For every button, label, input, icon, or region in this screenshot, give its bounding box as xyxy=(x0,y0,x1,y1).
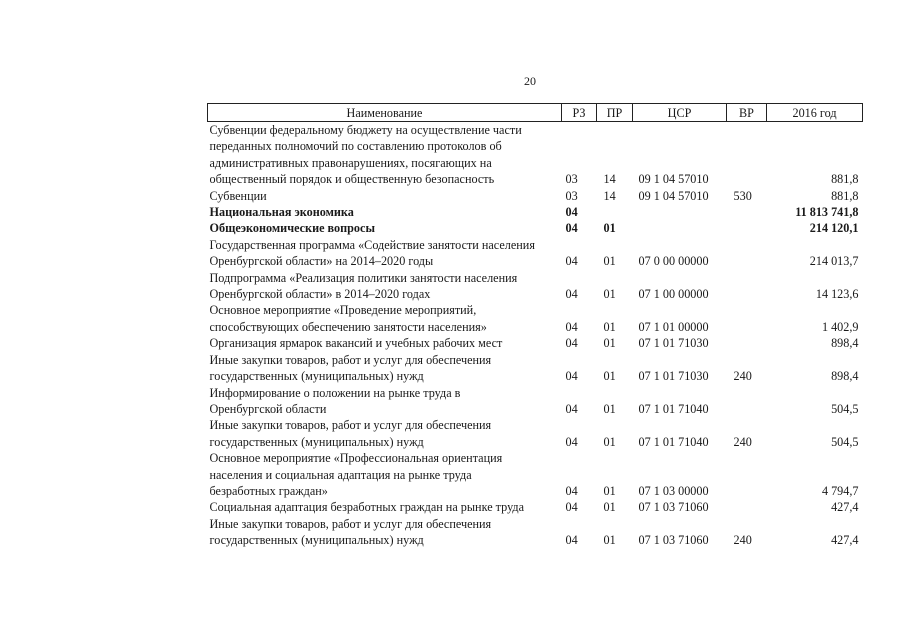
table-row xyxy=(208,450,863,499)
cell-pr: 14 xyxy=(603,172,616,187)
cell-amount: 214 120,1 xyxy=(809,221,859,236)
cell-amount: 898,4 xyxy=(831,369,859,384)
cell-amount: 214 013,7 xyxy=(809,254,859,269)
cell-name: Основное мероприятие «Проведение мероприятий, способствующих обеспечению занятости населения» xyxy=(209,303,487,334)
cell-pr: 01 xyxy=(603,401,616,416)
cell-name: Информирование о положении на рынке труда в Оренбургской области xyxy=(209,385,461,416)
cell-pr xyxy=(597,204,633,220)
table-row xyxy=(208,417,863,450)
cell-rz: 04 xyxy=(565,254,578,269)
cell-vr xyxy=(727,122,767,188)
cell-amount: 11 813 741,8 xyxy=(795,205,859,220)
cell-csr: 07 1 03 00000 xyxy=(638,483,709,498)
cell-amount: 4 794,7 xyxy=(821,483,859,498)
cell-amount: 504,5 xyxy=(831,434,859,449)
cell-pr: 01 xyxy=(603,434,616,449)
budget-table xyxy=(207,103,863,549)
header-year: 2016 год xyxy=(767,104,863,122)
cell-name: Субвенции xyxy=(209,188,267,203)
cell-rz: 04 xyxy=(565,483,578,498)
table-body xyxy=(208,122,863,549)
cell-rz: 04 xyxy=(565,287,578,302)
table-header xyxy=(208,104,863,122)
table-row xyxy=(208,335,863,351)
cell-vr xyxy=(727,335,767,351)
cell-vr: 240 xyxy=(733,369,752,384)
cell-vr: 240 xyxy=(733,434,752,449)
cell-amount: 881,8 xyxy=(831,172,859,187)
cell-csr: 07 1 01 00000 xyxy=(638,319,709,334)
header-name: Наименование xyxy=(208,104,562,122)
cell-vr: 240 xyxy=(733,533,752,548)
cell-vr xyxy=(727,220,767,236)
cell-pr: 01 xyxy=(603,500,616,515)
cell-name: Иные закупки товаров, работ и услуг для обеспечения государственных (муниципальных) нужд xyxy=(209,418,492,449)
cell-amount: 427,4 xyxy=(831,500,859,515)
cell-rz: 04 xyxy=(565,533,578,548)
cell-vr xyxy=(727,499,767,515)
cell-rz: 04 xyxy=(565,319,578,334)
table-row xyxy=(208,302,863,335)
cell-csr: 07 1 01 71030 xyxy=(638,369,709,384)
cell-pr: 01 xyxy=(603,336,616,351)
cell-csr: 07 1 01 71040 xyxy=(638,401,709,416)
cell-csr: 07 0 00 00000 xyxy=(638,254,709,269)
cell-rz: 04 xyxy=(565,500,578,515)
cell-name: Национальная экономика xyxy=(209,205,354,220)
cell-amount: 881,8 xyxy=(831,188,859,203)
table-row xyxy=(208,516,863,549)
cell-csr: 07 1 01 71040 xyxy=(638,434,709,449)
cell-pr: 01 xyxy=(603,287,616,302)
cell-vr xyxy=(727,237,767,270)
cell-rz: 04 xyxy=(565,205,578,220)
cell-rz: 04 xyxy=(565,401,578,416)
table-row xyxy=(208,204,863,220)
table-row xyxy=(208,352,863,385)
cell-vr xyxy=(727,385,767,418)
header-pr: ПР xyxy=(597,104,633,122)
cell-rz: 04 xyxy=(565,369,578,384)
cell-vr xyxy=(727,270,767,303)
cell-vr xyxy=(727,450,767,499)
cell-name: Подпрограмма «Реализация политики занятости населения Оренбургской области» в 2014–2020 годах xyxy=(209,270,518,302)
cell-amount: 14 123,6 xyxy=(815,287,859,302)
cell-amount: 898,4 xyxy=(831,336,859,351)
table-row xyxy=(208,385,863,418)
table-row xyxy=(208,270,863,303)
cell-name: Государственная программа «Содействие занятости населения Оренбургской области» на 2014–2020 годы xyxy=(209,237,535,269)
cell-rz: 04 xyxy=(565,336,578,351)
table-row xyxy=(208,220,863,236)
cell-pr: 01 xyxy=(603,254,616,269)
cell-pr: 01 xyxy=(603,319,616,334)
cell-rz: 03 xyxy=(565,172,578,187)
cell-vr xyxy=(727,204,767,220)
cell-rz: 04 xyxy=(565,221,578,236)
cell-csr: 07 1 03 71060 xyxy=(638,533,709,548)
cell-vr xyxy=(727,302,767,335)
cell-name: Субвенции федеральному бюджету на осуществление части переданных полномочий по составлению протоколов об административных правонарушениях, посягающих на общественный порядок и общественную безопасность xyxy=(209,123,522,187)
cell-vr: 530 xyxy=(733,188,752,203)
table-row xyxy=(208,237,863,270)
cell-csr xyxy=(633,204,727,220)
table-row xyxy=(208,499,863,515)
cell-csr: 07 1 03 71060 xyxy=(638,500,709,515)
cell-name: Организация ярмарок вакансий и учебных рабочих мест xyxy=(209,336,503,351)
cell-csr: 07 1 00 00000 xyxy=(638,287,709,302)
cell-name: Основное мероприятие «Профессиональная ориентация населения и социальная адаптация на рынке труда безработных граждан» xyxy=(209,451,503,498)
header-vr: ВР xyxy=(727,104,767,122)
cell-csr: 09 1 04 57010 xyxy=(638,172,709,187)
page-number: 20 xyxy=(524,74,536,88)
cell-amount: 1 402,9 xyxy=(821,319,859,334)
cell-name: Социальная адаптация безработных граждан на рынке труда xyxy=(209,500,524,515)
table-row xyxy=(208,188,863,204)
cell-pr: 01 xyxy=(603,533,616,548)
cell-rz: 04 xyxy=(565,434,578,449)
cell-pr: 14 xyxy=(603,188,616,203)
cell-amount: 504,5 xyxy=(831,401,859,416)
table-row xyxy=(208,122,863,188)
cell-rz: 03 xyxy=(565,188,578,203)
header-rz: РЗ xyxy=(562,104,597,122)
cell-name: Иные закупки товаров, работ и услуг для обеспечения государственных (муниципальных) нужд xyxy=(209,516,492,548)
cell-csr xyxy=(633,220,727,236)
cell-csr: 09 1 04 57010 xyxy=(638,188,709,203)
cell-pr: 01 xyxy=(603,483,616,498)
header-csr: ЦСР xyxy=(633,104,727,122)
cell-name: Иные закупки товаров, работ и услуг для обеспечения государственных (муниципальных) нужд xyxy=(209,352,492,384)
cell-name: Общеэкономические вопросы xyxy=(209,221,375,236)
cell-pr: 01 xyxy=(603,221,616,236)
cell-csr: 07 1 01 71030 xyxy=(638,336,709,351)
cell-amount: 427,4 xyxy=(831,533,859,548)
cell-pr: 01 xyxy=(603,369,616,384)
